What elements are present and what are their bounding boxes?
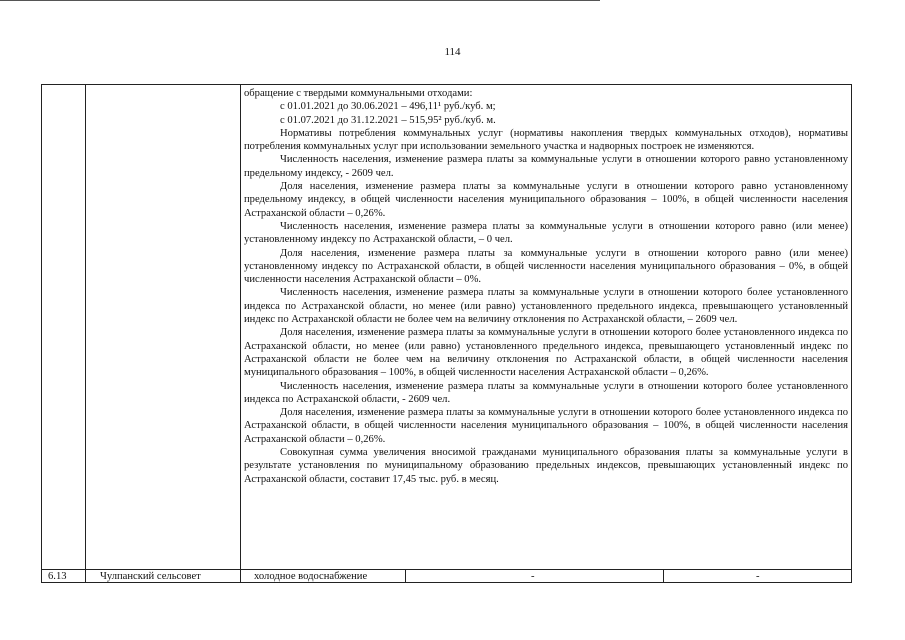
top-rule xyxy=(0,0,600,1)
row-divider xyxy=(41,569,852,570)
paragraph-total-increase: Совокупная сумма увеличения вносимой гражданами муниципального образования платы за коммунальные услуги в результате установления по муниципальному образованию предельных индексов, превышающих установленный индекс по Астраханской области, составит 17,45 тыс. руб. в месяц. xyxy=(244,447,848,485)
row-municipality: Чулпанский сельсовет xyxy=(100,571,201,582)
paragraph-share-equal: Доля населения, изменение размера платы за коммунальные услуги в отношении которого равно (или менее) установленному индексу по Астраханской области, в общей численности населения муниципального образования – 0%, в общей численности населения Астраханской области – 0%. xyxy=(244,247,848,286)
description-cell xyxy=(244,87,848,486)
paragraph-population-above: Численность населения, изменение размера платы за коммунальные услуги в отношении которого более установленного индекса по Астраханской области, - 2609 чел. xyxy=(244,380,848,405)
paragraph-share-above: Доля населения, изменение размера платы за коммунальные услуги в отношении которого более установленного индекса по Астраханской области, в общей численности населения муниципального образования – 100%, в общей численности населения Астраханской области – 0,26%. xyxy=(244,407,848,445)
paragraph-population-limit: Численность населения, изменение размера платы за коммунальные услуги в отношении которого равно установленному предельному индексу, - 2609 чел. xyxy=(244,154,848,179)
paragraph-norms: Нормативы потребления коммунальных услуг (нормативы накопления твердых коммунальных отходов), нормативы потребления коммунальных услуг при использовании земельного участка и надворных построек не изменяются. xyxy=(244,127,848,153)
paragraph-share-limit: Доля населения, изменение размера платы за коммунальные услуги в отношении которого равно установленному предельному индексу, в общей численности населения муниципального образования – 100%, в общей численности населения Астраханской области – 0,26%. xyxy=(244,181,848,219)
column-divider-3 xyxy=(405,569,406,583)
paragraph-population-between: Численность населения, изменение размера платы за коммунальные услуги в отношении которого более установленного индекса по Астраханской области, но менее (или равно) установленного предельного индекса, превышающего установленный индекс по Астраханской области не более чем на величину отклонения по Астраханской области, – 2609 чел. xyxy=(244,287,848,326)
row-value-1: - xyxy=(531,571,535,582)
column-divider-4 xyxy=(663,569,664,583)
paragraph-share-between: Доля населения, изменение размера платы за коммунальные услуги в отношении которого более установленного индекса по Астраханской области, но менее (или равно) установленного предельного индекса, превышающего установленный индекс по Астраханской области не более чем на величину отклонения по Астраханской области, в общей численности населения муниципального образования – 100%, в общей численности населения Астраханской области – 0,26%. xyxy=(244,327,848,379)
tariff-line-2: с 01.07.2021 до 31.12.2021 – 515,95² руб./куб. м. xyxy=(280,114,496,126)
row-service: холодное водоснабжение xyxy=(254,571,368,582)
column-divider-2 xyxy=(240,84,241,583)
page-number: 114 xyxy=(444,46,461,58)
tariff-line-1: с 01.01.2021 до 30.06.2021 – 496,11¹ руб./куб. м; xyxy=(280,101,496,113)
intro-line: обращение с твердыми коммунальными отходами: xyxy=(244,88,473,99)
row-number: 6.13 xyxy=(48,571,67,582)
paragraph-population-equal: Численность населения, изменение размера платы за коммунальные услуги в отношении которого равно (или менее) установленному индексу по Астраханской области, – 0 чел. xyxy=(244,220,848,246)
column-divider-1 xyxy=(85,84,86,583)
row-value-2: - xyxy=(756,571,760,582)
